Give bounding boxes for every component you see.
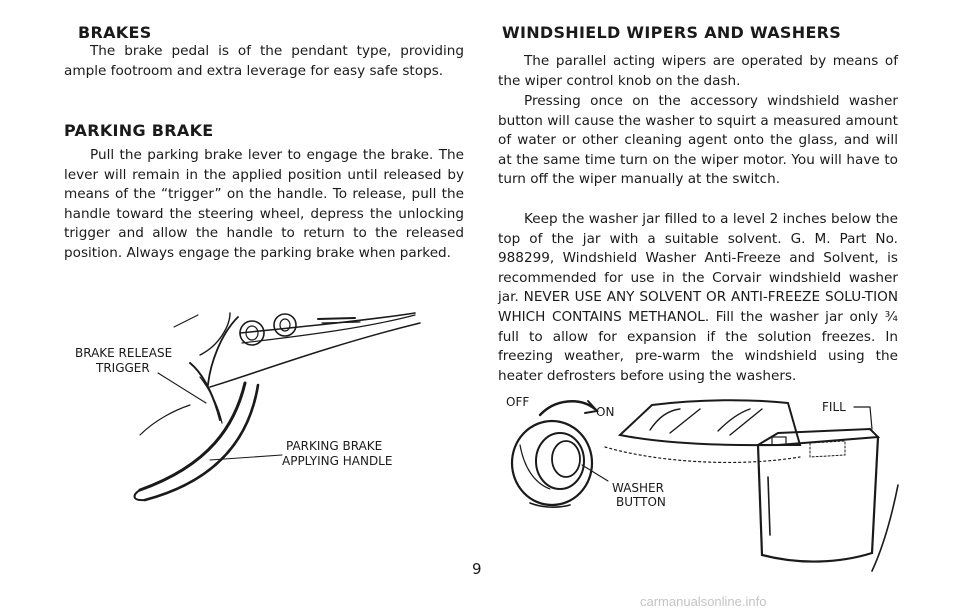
label-trigger: TRIGGER <box>96 361 150 375</box>
label-brake-release: BRAKE RELEASE <box>75 346 173 360</box>
parking-brake-heading: PARKING BRAKE <box>64 121 214 140</box>
parking-brake-paragraph: Pull the parking brake lever to engage the brake. The lever will remain in the applied position until released by means of the “trigger” on the handle. To release, pull the handle toward the steering wheel, depress the unlocking trigger and allow the handle to return to the released position. Always engage the parking brake when parked. <box>64 147 464 261</box>
watermark: carmanualsonline.info <box>640 594 767 609</box>
label-off: OFF <box>506 395 530 409</box>
label-washer: WASHER <box>612 481 664 495</box>
wipers-paragraph-1: The parallel acting wipers are operated by means of the wiper control knob on the dash. <box>498 53 898 89</box>
wipers-paragraph-2: Pressing once on the accessory windshield washer button will cause the washer to squirt a measured amount of water or other cleaning agent onto the glass, and will at the same time turn on the wiper motor. You will have to turn off the wiper manually at the switch. <box>498 93 898 188</box>
wipers-heading: WINDSHIELD WIPERS AND WASHERS <box>502 23 842 42</box>
label-button: BUTTON <box>616 495 666 509</box>
page-number: 9 <box>472 560 482 578</box>
wipers-paragraph-3: Keep the washer jar filled to a level 2 inches below the top of the jar with a suitable solvent. G. M. Part No. 988299, Windshield Washer Anti-Freeze and Solvent, is recommended for use in the Corvair windshield washer jar. NEVER USE ANY SOLVENT OR ANTI-FREEZE SOLU-TION WHICH CONTAINS METHANOL. Fill the washer jar only ¾ full to allow for expansion if the solution freezes. In freezing weather, pre-warm the windshield using the heater defrosters before using the washers. <box>498 211 898 384</box>
label-applying-handle: APPLYING HANDLE <box>282 454 393 468</box>
brakes-paragraph: The brake pedal is of the pendant type, providing ample footroom and extra leverage for easy safe stops. <box>64 43 464 79</box>
parking-brake-illustration <box>70 305 430 505</box>
label-fill: FILL <box>822 400 846 414</box>
brakes-heading: BRAKES <box>78 23 152 42</box>
label-parking-brake: PARKING BRAKE <box>286 439 383 453</box>
washer-illustration <box>500 385 900 585</box>
label-on: ON <box>596 405 615 419</box>
